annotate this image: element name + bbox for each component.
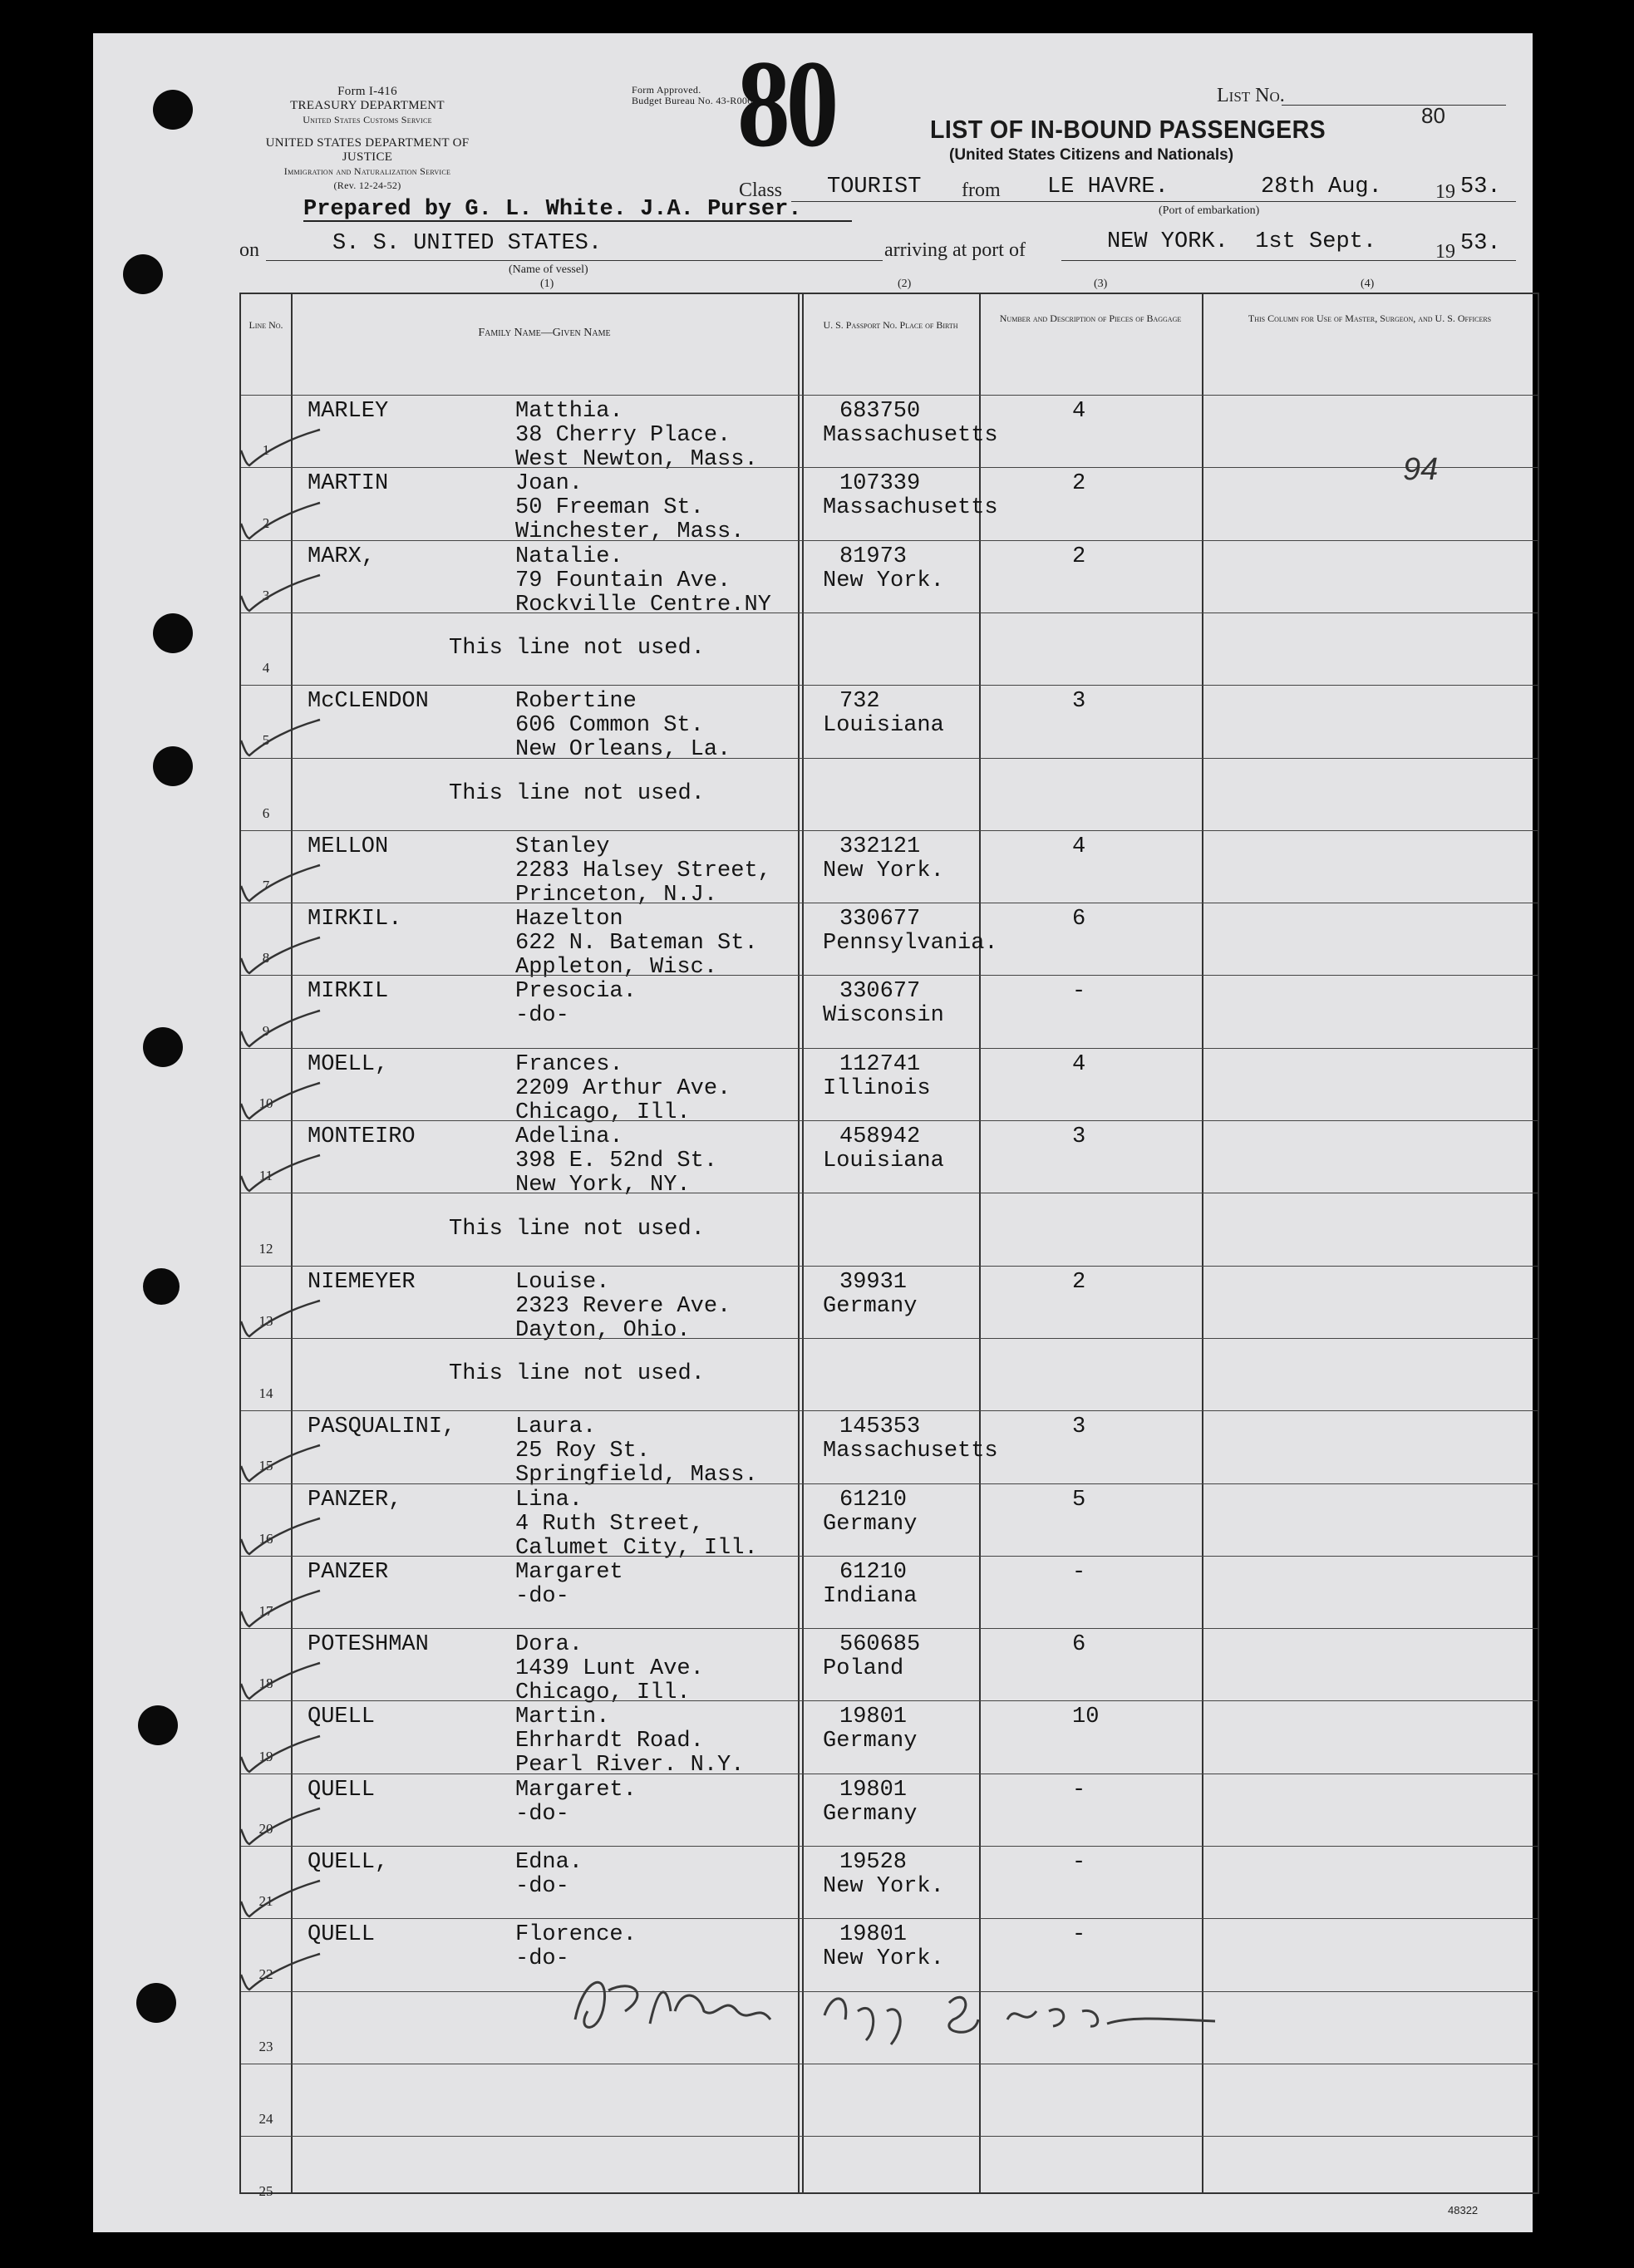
vessel-caption: (Name of vessel) [509,263,588,276]
from-label: from [962,180,1001,201]
binder-hole [153,90,193,130]
treasury-label: TREASURY DEPARTMENT [290,99,445,112]
passenger-table [239,293,1539,2200]
table-row [241,1700,1538,1778]
passport-number: 39931 [839,1269,908,1295]
line-number: 21 [258,1893,273,1910]
address-line-1: 25 Roy St. [515,1439,651,1464]
col2-index: (2) [898,278,912,290]
given-name: Joan. [515,471,583,497]
given-name: Robertine [515,689,637,715]
place-of-birth: New York. [823,568,944,593]
table-row [241,1774,1538,1846]
list-title: LIST OF IN-BOUND PASSENGERS [930,115,1326,144]
address-line-1: -do- [515,1874,569,1899]
given-name: Frances. [515,1051,623,1077]
place-of-birth: Germany [823,1729,918,1754]
place-of-birth: Pennsylvania. [823,931,998,957]
given-name: Margaret [515,1559,623,1585]
baggage-count: 3 [1072,1414,1086,1440]
list-no-value: 80 [1421,103,1445,128]
address-line-1: -do- [515,1583,569,1609]
line-number: 18 [258,1675,273,1692]
unused-line-note: This line not used. [449,1361,705,1387]
col4-index: (4) [1361,278,1375,290]
arrival-port-date: NEW YORK. 1st Sept. [1107,229,1377,254]
header-passport: U. S. Passport No. Place of Birth [823,319,958,331]
binder-hole [123,254,163,294]
unused-line-note: This line not used. [449,1216,705,1242]
baggage-count: 2 [1072,471,1086,497]
passport-number: 107339 [839,471,921,497]
embark-date: 28th Aug. [1261,175,1382,199]
handwritten-signature [559,1961,1273,2053]
address-line-2: New Orleans, La. [515,737,731,763]
vessel-underline [266,260,883,261]
given-name: Dora. [515,1632,583,1658]
baggage-count: 4 [1072,834,1086,859]
table-row [241,1846,1538,1918]
place-of-birth: Poland [823,1656,904,1682]
given-name: Martin. [515,1705,610,1730]
table-row [241,1556,1538,1628]
baggage-count: 2 [1072,544,1086,569]
place-of-birth: Germany [823,1293,918,1319]
passport-number: 683750 [839,399,921,424]
family-name: QUELL, [308,1850,389,1875]
line-number: 5 [262,732,270,749]
address-line-2: Princeton, N.J. [515,882,718,908]
family-name: QUELL [308,1705,376,1730]
given-name: Presocia. [515,979,637,1005]
vessel-name: S. S. UNITED STATES. [332,231,603,256]
line-number: 25 [258,2183,273,2200]
line-number: 7 [262,878,270,894]
customs-label: United States Customs Service [303,114,432,125]
place-of-birth: Massachusetts [823,1439,998,1464]
header-line-no: Line No. [249,319,283,331]
address-line-1: 38 Cherry Place. [515,423,731,448]
address-line-1: 398 E. 52nd St. [515,1149,718,1173]
officer-note: 94 [1403,452,1439,487]
binder-hole [153,746,193,786]
baggage-count: - [1072,1559,1086,1585]
address-line-1: 2283 Halsey Street, [515,858,771,883]
binder-hole [153,613,193,653]
header-officers: This Column for Use of Master, Surgeon, and U. S. Officers [1248,312,1492,324]
given-name: Adelina. [515,1124,623,1149]
address-line-2: Springfield, Mass. [515,1463,758,1488]
address-line-2: Winchester, Mass. [515,519,745,545]
manifest-page [93,33,1533,2232]
baggage-count: 4 [1072,1051,1086,1077]
passport-number: 332121 [839,834,921,859]
family-name: POTESHMAN [308,1632,429,1658]
table-row [241,830,1538,908]
given-name: Margaret. [515,1777,637,1803]
line-number: 22 [258,1965,273,1982]
place-of-birth: New York. [823,858,944,883]
given-name: Florence. [515,1922,637,1948]
family-name: QUELL [308,1922,376,1948]
family-name: MELLON [308,834,389,859]
line-number: 19 [258,1748,273,1764]
family-name: MONTEIRO [308,1124,416,1149]
line-number: 11 [258,1168,273,1184]
address-line-1: -do- [515,1946,569,1972]
family-name: PANZER [308,1559,389,1585]
embark-year: 53. [1460,175,1501,199]
line-number: 10 [258,1095,273,1111]
table-row [241,903,1538,981]
family-name: MIRKIL [308,979,389,1005]
passport-number: 330677 [839,979,921,1005]
table-row [241,1483,1538,1561]
given-name: Hazelton [515,907,623,932]
line-number: 4 [262,660,270,676]
given-name: Edna. [515,1850,583,1875]
family-name: MARLEY [308,399,389,424]
line-number: 15 [258,1458,273,1474]
unused-line-note: This line not used. [449,636,705,662]
list-subtitle: (United States Citizens and Nationals) [949,146,1234,164]
from-value: LE HAVRE. [1047,175,1169,199]
justice-label: UNITED STATES DEPARTMENT OF JUSTICE [265,136,470,164]
given-name: Stanley [515,834,610,859]
stamp-number: 80 [737,35,835,173]
family-name: MARTIN [308,471,389,497]
line-number: 12 [258,1240,273,1257]
line-number: 3 [262,587,270,603]
baggage-count: - [1072,979,1086,1005]
form-number: Form I-416 [337,85,397,98]
baggage-count: 3 [1072,1124,1086,1149]
table-row [241,467,1538,545]
address-line-1: -do- [515,1801,569,1827]
table-row [241,758,1538,830]
address-line-1: 2209 Arthur Ave. [515,1075,731,1101]
family-name: MIRKIL. [308,907,402,932]
passport-number: 61210 [839,1487,908,1513]
line-number: 20 [258,1820,273,1837]
prepared-by-underline [303,220,852,222]
passport-number: 19801 [839,1922,908,1948]
binder-hole [143,1027,183,1067]
table-row [241,1266,1538,1343]
line-number: 8 [262,950,270,967]
passport-number: 19801 [839,1777,908,1803]
table-row [241,1410,1538,1488]
address-line-2: Calumet City, Ill. [515,1535,758,1561]
embark-year-prefix: 19 [1435,181,1455,203]
table-row [241,685,1538,763]
header-name: Family Name—Given Name [478,327,611,339]
address-line-1: 2323 Revere Ave. [515,1293,731,1319]
given-name: Natalie. [515,544,623,569]
given-name: Lina. [515,1487,583,1513]
given-name: Laura. [515,1414,597,1440]
prepared-by: Prepared by G. L. White. J.A. Purser. [303,197,802,222]
binder-hole [143,1268,180,1305]
line-number: 13 [258,1312,273,1329]
address-line-2: Pearl River. N.Y. [515,1753,745,1778]
address-line-2: Dayton, Ohio. [515,1317,691,1343]
col3-index: (3) [1094,278,1108,290]
family-name: PANZER, [308,1487,402,1513]
line-number: 2 [262,514,270,531]
line-number: 24 [258,2111,273,2128]
passport-number: 81973 [839,544,908,569]
table-row [241,613,1538,685]
table-row [241,1338,1538,1410]
address-line-2: Rockville Centre.NY [515,592,771,617]
baggage-count: - [1072,1922,1086,1948]
given-name: Louise. [515,1269,610,1295]
address-line-2: West Newton, Mass. [515,447,758,472]
on-label: on [239,239,259,261]
address-line-2: New York, NY. [515,1173,691,1198]
footer-code: 48322 [1448,2204,1479,2216]
family-name: NIEMEYER [308,1269,416,1295]
family-name: MARX, [308,544,376,569]
immigration-label: Immigration and Naturalization Service [283,165,451,177]
place-of-birth: Germany [823,1511,918,1537]
unused-line-note: This line not used. [449,780,705,806]
passport-number: 112741 [839,1051,921,1077]
binder-hole [136,1983,176,2023]
passport-number: 145353 [839,1414,921,1440]
port-of-embarkation-caption: (Port of embarkation) [1159,204,1260,217]
place-of-birth: New York. [823,1946,944,1972]
address-line-1: 606 Common St. [515,713,704,739]
family-name: QUELL [308,1777,376,1803]
arrival-year: 53. [1460,231,1501,256]
class-value: TOURIST [827,175,922,199]
address-line-1: 1439 Lunt Ave. [515,1656,704,1682]
table-row [241,540,1538,617]
passport-number: 19528 [839,1850,908,1875]
header-baggage: Number and Description of Pieces of Baggage [999,312,1182,324]
list-no-label: List No. [1217,85,1285,106]
address-line-1: 622 N. Bateman St. [515,931,758,957]
place-of-birth: Indiana [823,1583,918,1609]
table-row [241,1628,1538,1706]
place-of-birth: Wisconsin [823,1003,944,1029]
place-of-birth: Massachusetts [823,495,998,521]
address-line-2: Chicago, Ill. [515,1100,691,1125]
baggage-count: 6 [1072,1632,1086,1658]
baggage-count: 2 [1072,1269,1086,1295]
table-row [241,1120,1538,1198]
place-of-birth: Louisiana [823,1149,944,1173]
baggage-count: 6 [1072,907,1086,932]
table-row [241,2064,1538,2136]
justice-header [243,136,492,193]
line-number: 16 [258,1530,273,1547]
given-name: Matthia. [515,399,623,424]
address-line-1: -do- [515,1003,569,1029]
place-of-birth: Germany [823,1801,918,1827]
passport-number: 61210 [839,1559,908,1585]
baggage-count: - [1072,1777,1086,1803]
arrival-year-prefix: 19 [1435,241,1455,263]
line-number: 23 [258,2038,273,2054]
passport-number: 732 [839,689,880,715]
address-line-2: Appleton, Wisc. [515,955,718,981]
line-number: 14 [258,1385,273,1402]
address-line-2: Chicago, Ill. [515,1680,691,1706]
arriving-label: arriving at port of [884,239,1026,261]
address-line-1: 4 Ruth Street, [515,1511,704,1537]
line-number: 6 [262,804,270,821]
family-name: PASQUALINI, [308,1414,456,1440]
list-no-underline [1282,105,1506,106]
line-number: 9 [262,1022,270,1039]
passport-number: 330677 [839,907,921,932]
place-of-birth: Illinois [823,1075,931,1101]
form-header-left [243,85,492,127]
place-of-birth: New York. [823,1874,944,1899]
revision-label: (Rev. 12-24-52) [333,180,401,191]
binder-hole [138,1705,178,1745]
form-approved-label: Form Approved. [632,84,701,96]
passport-number: 560685 [839,1632,921,1658]
baggage-count: 5 [1072,1487,1086,1513]
col1-index: (1) [540,278,554,290]
table-row [241,1048,1538,1125]
address-line-1: 79 Fountain Ave. [515,568,731,593]
class-label: Class [739,180,783,201]
budget-bureau-label: Budget Bureau No. 43-R006 [632,95,753,106]
place-of-birth: Louisiana [823,713,944,739]
table-row [241,2136,1538,2208]
baggage-count: 4 [1072,399,1086,424]
table-row [241,975,1538,1047]
passport-number: 458942 [839,1124,921,1149]
line-number: 17 [258,1603,273,1620]
table-row [241,1193,1538,1265]
family-name: McCLENDON [308,689,429,715]
passport-number: 19801 [839,1705,908,1730]
baggage-count: - [1072,1850,1086,1875]
address-line-1: Ehrhardt Road. [515,1729,704,1754]
line-number: 1 [262,442,270,459]
place-of-birth: Massachusetts [823,423,998,448]
family-name: MOELL, [308,1051,389,1077]
baggage-count: 3 [1072,689,1086,715]
address-line-1: 50 Freeman St. [515,495,704,521]
baggage-count: 10 [1072,1705,1100,1730]
